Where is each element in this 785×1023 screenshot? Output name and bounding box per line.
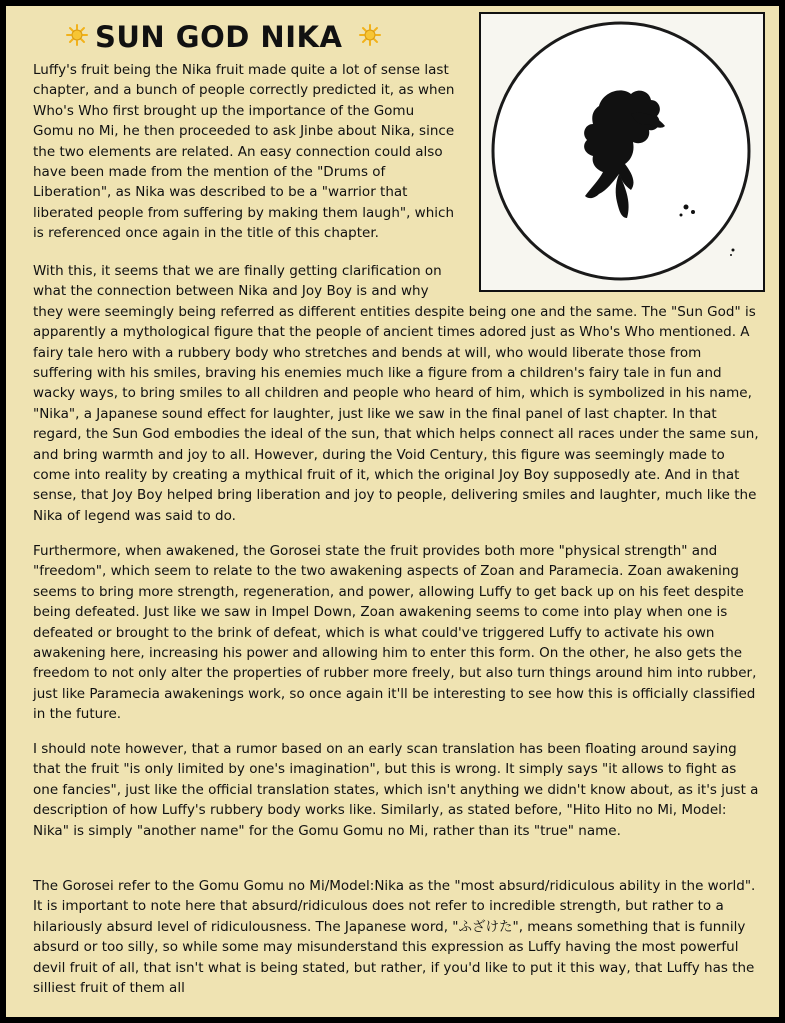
sun-icon (359, 24, 381, 46)
sun-icon (66, 24, 88, 46)
paragraph-joy-boy-body: they were seemingly being referred as different entities despite being one and the same. The "Sun God" is apparently a mythological figure that the people of ancient times adored just as Who's Who mentioned. A fairy tale hero with a rubbery body who stretches and bends at will, who would liberate those from suffering with his smiles, braving his enemies much like a figure from a children's fairy tale in fun and wacky ways, to bring smiles to all children and people who heard of him, which is symbolized in his name, "Nika", a Japanese sound effect for laughter, just like we saw in the final panel of last chapter. In that regard, the Sun God embodies the ideal of the sun, that which helps connect all races under the same sun, and bring warmth and joy to all. However, during the Void Century, this figure was seemingly made to come into reality by creating a mythical fruit of it, which the original Joy Boy supposedly ate. And in that sense, that Joy Boy helped bring liberation and joy to people, delivering smiles and laughter, much like the Nika of legend was said to do. (33, 303, 759, 524)
page-title: SUN GOD NIKA (95, 20, 343, 54)
paragraph-awakening: Furthermore, when awakened, the Gorosei state the fruit provides both more "physical strength" and "freedom", which seem to relate to the two awakening aspects of Zoan and Paramecia. Zoan awakening seems to bring more strength, regeneration, and power, allowing Luffy to get back up on his feet despite being defeated. Just like we saw in Impel Down, Zoan awakening seems to come into play when one is defeated or brought to the brink of defeat, which is what could've triggered Luffy to activate his own awakening here, increasing his power and allowing him to enter this form. On the other, he also gets the freedom to not only alter the properties of rubber more freely, but also turn things around him into rubber, just like Paramecia awakenings work, so once again it'll be interesting to see how this is officially classified in the future. (33, 543, 757, 723)
paragraph-rumor-note: I should note however, that a rumor based on an early scan translation has been floating around saying that the fruit "is only limited by one's imagination", but this is wrong. It simply says "it allows to fight as one fancies", just like the official translation states, which isn't anything we didn't know about, as it's just a description of how Luffy's rubbery body works like. Similarly, as stated before, "Hito Hito no Mi, Model: Nika" is simply "another name" for the Gomu Gomu no Mi, rather than its "true" name. (33, 741, 759, 839)
manga-panel-image (479, 12, 765, 292)
paragraph-gorosei: The Gorosei refer to the Gomu Gomu no Mi/Model:Nika as the "most absurd/ridiculous ability in the world". It is important to note here that absurd/ridiculous does not refer to incredible strength, but rather to a hilariously absurd level of ridiculousness. The Japanese word, "ふざけた", means something that is funnily absurd or too silly, so while some may misunderstand this expression as Luffy having the most powerful devil fruit of all, that isn't what is being stated, but rather, if you'd like to put it this way, that Luffy has the silliest fruit of them all (33, 878, 756, 997)
article-page (6, 6, 779, 1017)
paragraph-joy-boy (33, 261, 763, 526)
paragraph-intro: Luffy's fruit being the Nika fruit made quite a lot of sense last chapter, and a bunch of people correctly predicted it, as when Who's Who first brought up the importance of the Gomu Gomu no Mi, he then proceeded to ask Jinbe about Nika, since the two elements are related. An easy connection could also have been made from the mention of the "Drums of Liberation", as Nika was described to be a "warrior that liberated people from suffering by making them laugh", which is referenced once again in the title of this chapter. (33, 62, 455, 242)
gear5-luffy-silhouette-moon-image (481, 14, 763, 290)
paragraph-joy-boy-lead: With this, it seems that we are finally getting clarification on what the connection between Nika and Joy Boy is and why (33, 263, 442, 300)
